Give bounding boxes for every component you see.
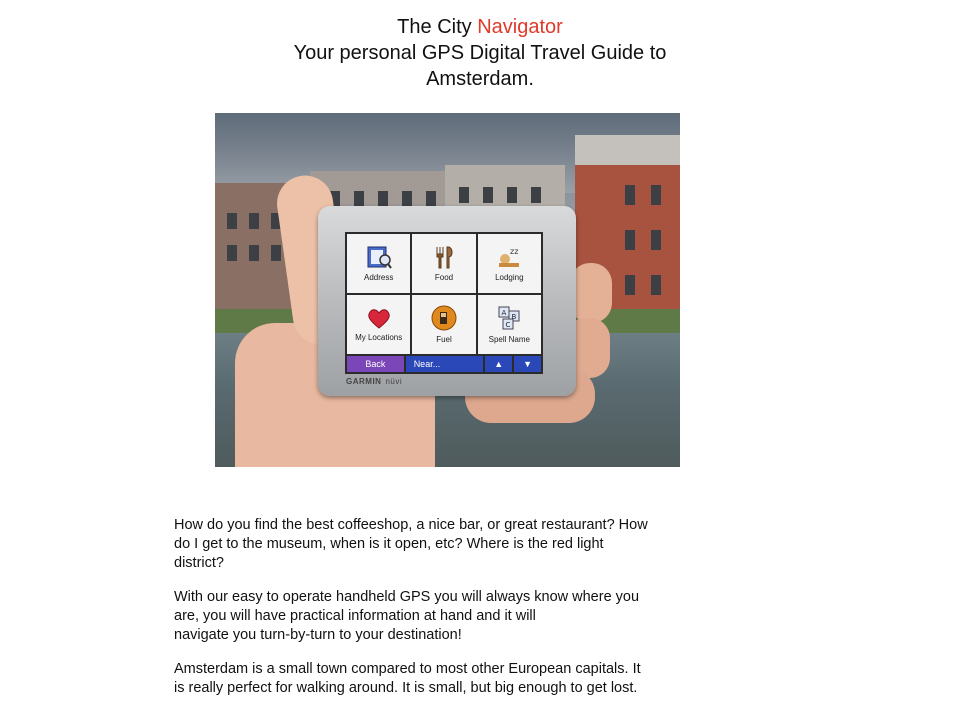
bed-icon xyxy=(496,245,522,269)
svg-text:B: B xyxy=(511,313,517,321)
menu-grid xyxy=(347,234,541,354)
address-book-icon xyxy=(366,245,392,269)
title-line-3: Amsterdam. xyxy=(426,68,534,90)
near-button[interactable]: Near... xyxy=(406,356,484,372)
text-line: is really perfect for walking around. It is small, but big enough to get lost. xyxy=(174,680,638,696)
text-line: do I get to the museum, when is it open, etc? Where is the red light xyxy=(174,536,604,552)
text-line: district? xyxy=(174,555,224,571)
page-title xyxy=(180,14,780,92)
paragraph-3 xyxy=(174,660,734,698)
text-line: How do you find the best coffeeshop, a nice bar, or great restaurant? How xyxy=(174,517,648,533)
tile-label: Fuel xyxy=(436,335,452,344)
abc-blocks-icon xyxy=(496,305,522,331)
title-line-2: Your personal GPS Digital Travel Guide to xyxy=(293,42,667,64)
scroll-up-button[interactable]: ▲ xyxy=(485,356,512,372)
device-brand xyxy=(346,377,402,386)
title-accent: Navigator xyxy=(477,16,563,38)
text-line: are, you will have practical information at hand and it will xyxy=(174,608,536,624)
fuel-pump-icon xyxy=(431,305,457,331)
heart-icon xyxy=(366,307,392,329)
gps-screen xyxy=(345,232,543,374)
tile-food[interactable] xyxy=(412,234,475,293)
paragraph-1 xyxy=(174,516,734,573)
tile-lodging[interactable] xyxy=(478,234,541,293)
hand-finger xyxy=(570,263,612,323)
text-line: navigate you turn-by-turn to your destination! xyxy=(174,627,462,643)
back-button[interactable]: Back xyxy=(347,356,404,372)
model-name: nüvi xyxy=(385,377,403,386)
gps-photo xyxy=(215,113,680,467)
tile-address[interactable] xyxy=(347,234,410,293)
svg-text:A: A xyxy=(501,309,507,317)
tile-label: My Locations xyxy=(355,333,403,342)
tile-my-locations[interactable] xyxy=(347,295,410,354)
gps-button-bar xyxy=(347,356,541,372)
paragraph-2 xyxy=(174,588,734,645)
gps-device xyxy=(318,206,576,396)
text-line: With our easy to operate handheld GPS you will always know where you xyxy=(174,589,640,605)
scroll-down-button[interactable]: ▼ xyxy=(514,356,541,372)
tile-label: Address xyxy=(363,273,394,282)
body-text xyxy=(174,516,734,713)
tile-fuel[interactable] xyxy=(412,295,475,354)
title-line-1 xyxy=(180,14,780,40)
brand-name: GARMIN xyxy=(346,377,382,386)
svg-text:C: C xyxy=(505,321,511,329)
text-line: Amsterdam is a small town compared to most other European capitals. It xyxy=(174,661,641,677)
tile-label: Food xyxy=(434,273,454,282)
title-prefix: The City xyxy=(397,16,478,38)
fork-knife-icon xyxy=(431,245,457,269)
svg-text:zz: zz xyxy=(510,247,519,256)
tile-label: Lodging xyxy=(495,273,524,282)
tile-spell-name[interactable] xyxy=(478,295,541,354)
tile-label: Spell Name xyxy=(488,335,530,344)
